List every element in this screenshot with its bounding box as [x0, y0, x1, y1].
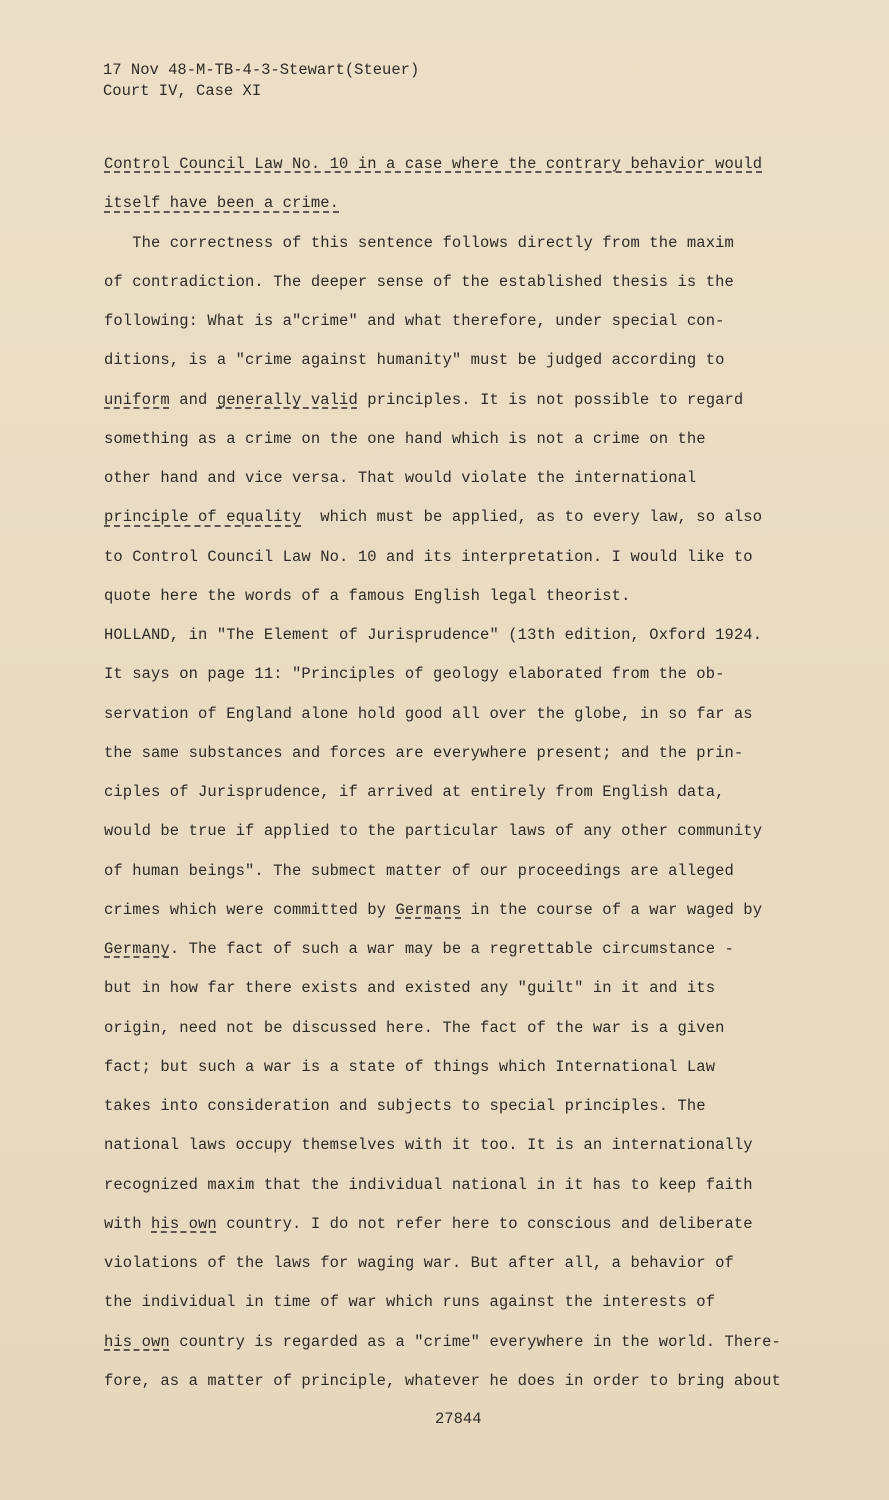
text-segment: but in how far there exists and existed any "guilt" in it and its [104, 979, 716, 998]
text-segment: crimes which were committed by [104, 900, 396, 919]
text-line [104, 901, 762, 919]
document-header [103, 60, 419, 102]
text-line [104, 1176, 753, 1194]
text-segment: fore, as a matter of principle, whatever he does in order to bring about [104, 1371, 781, 1390]
text-segment: something as a crime on the one hand which is not a crime on the [104, 429, 706, 448]
text-segment: ditions, is a "crime against humanity" must be judged according to [104, 351, 725, 370]
text-segment: servation of England alone hold good all over the globe, in so far as [104, 704, 753, 723]
text-line [104, 1333, 781, 1351]
underlined-text: generally valid [216, 390, 358, 409]
text-segment: in the course of a war waged by [461, 900, 763, 919]
text-line [104, 587, 630, 605]
text-segment: following: What is a"crime" and what therefore, under special con- [104, 312, 725, 330]
text-line [104, 979, 715, 997]
text-segment: with [104, 1214, 152, 1233]
text-segment: recognized maxim that the individual national in it has to keep faith [104, 1175, 753, 1194]
text-segment: It says on page 11: "Principles of geology elaborated from the ob- [104, 665, 725, 684]
underlined-text: principle of equality [104, 508, 302, 527]
text-line [104, 1058, 715, 1076]
text-segment: of contradiction. The deeper sense of the established thesis is the [104, 272, 734, 291]
page-number: 27844 [435, 1410, 482, 1428]
text-segment: takes into consideration and subjects to special principles. The [104, 1097, 706, 1115]
text-segment: quote here the words of a famous English legal theorist. [104, 586, 631, 605]
underlined-text: Germans [395, 900, 462, 919]
text-line [104, 351, 725, 369]
text-line [104, 469, 696, 487]
text-segment: ciples of Jurisprudence, if arrived at entirely from English data, [104, 783, 725, 801]
underlined-text: Control Council Law No. 10 in a case where the contrary behavior would [104, 155, 763, 173]
text-line [104, 155, 762, 173]
text-segment: which must be applied, as to every law, so also [301, 508, 763, 527]
text-line [104, 391, 743, 409]
text-segment: fact; but such a war is a state of things which International Law [104, 1057, 716, 1076]
text-line [104, 1254, 734, 1272]
text-line [104, 626, 762, 644]
text-line [104, 508, 762, 526]
text-line [104, 194, 339, 212]
text-segment: origin, need not be discussed here. The fact of the war is a given [104, 1018, 725, 1037]
text-line [104, 1097, 706, 1115]
text-line [104, 1136, 753, 1154]
text-segment: . The fact of such a war may be a regrettable circumstance - [169, 940, 734, 958]
text-line [104, 1372, 781, 1390]
underlined-text: his own [104, 1332, 170, 1351]
text-line [104, 665, 725, 683]
text-line [104, 744, 743, 762]
text-line [104, 548, 753, 566]
text-segment: The correctness of this sentence follows directly from the maxim [104, 233, 734, 252]
text-line [104, 430, 706, 448]
text-line [104, 705, 753, 723]
text-segment: violations of the laws for waging war. But after all, a behavior of [104, 1254, 734, 1272]
text-segment: country is regarded as a "crime" everywhere in the world. There- [169, 1332, 781, 1351]
text-line [104, 273, 734, 291]
underlined-text: his own [151, 1214, 217, 1233]
text-line [104, 312, 725, 330]
text-line [104, 1019, 725, 1037]
underlined-text: Germany [104, 940, 170, 958]
header-line-1: 17 Nov 48-M-TB-4-3-Stewart(Steuer) [103, 61, 420, 79]
text-line [104, 1215, 753, 1233]
text-segment: the individual in time of war which runs against the interests of [104, 1293, 716, 1312]
text-segment: national laws occupy themselves with it too. It is an internationally [104, 1136, 753, 1155]
underlined-text: itself have been a crime. [104, 194, 340, 213]
text-line [104, 940, 734, 958]
underlined-text: uniform [104, 390, 170, 409]
text-line [104, 783, 725, 801]
text-segment: of human beings". The submect matter of our proceedings are alleged [104, 861, 734, 880]
text-line [104, 862, 734, 880]
text-line [104, 1293, 715, 1311]
text-segment: would be true if applied to the particular laws of any other community [104, 822, 763, 841]
text-line [104, 822, 762, 840]
text-segment: principles. It is not possible to regard [357, 390, 744, 409]
text-segment: country. I do not refer here to conscious and deliberate [216, 1214, 753, 1233]
text-line [104, 234, 734, 252]
text-segment: and [169, 390, 217, 409]
text-segment: HOLLAND, in "The Element of Jurisprudence" (13th edition, Oxford 1924. [104, 626, 763, 644]
text-segment: the same substances and forces are everywhere present; and the prin- [104, 743, 744, 762]
text-segment: other hand and vice versa. That would violate the international [104, 469, 697, 487]
text-segment: to Control Council Law No. 10 and its interpretation. I would like to [104, 547, 753, 566]
header-line-2: Court IV, Case XI [103, 82, 262, 100]
